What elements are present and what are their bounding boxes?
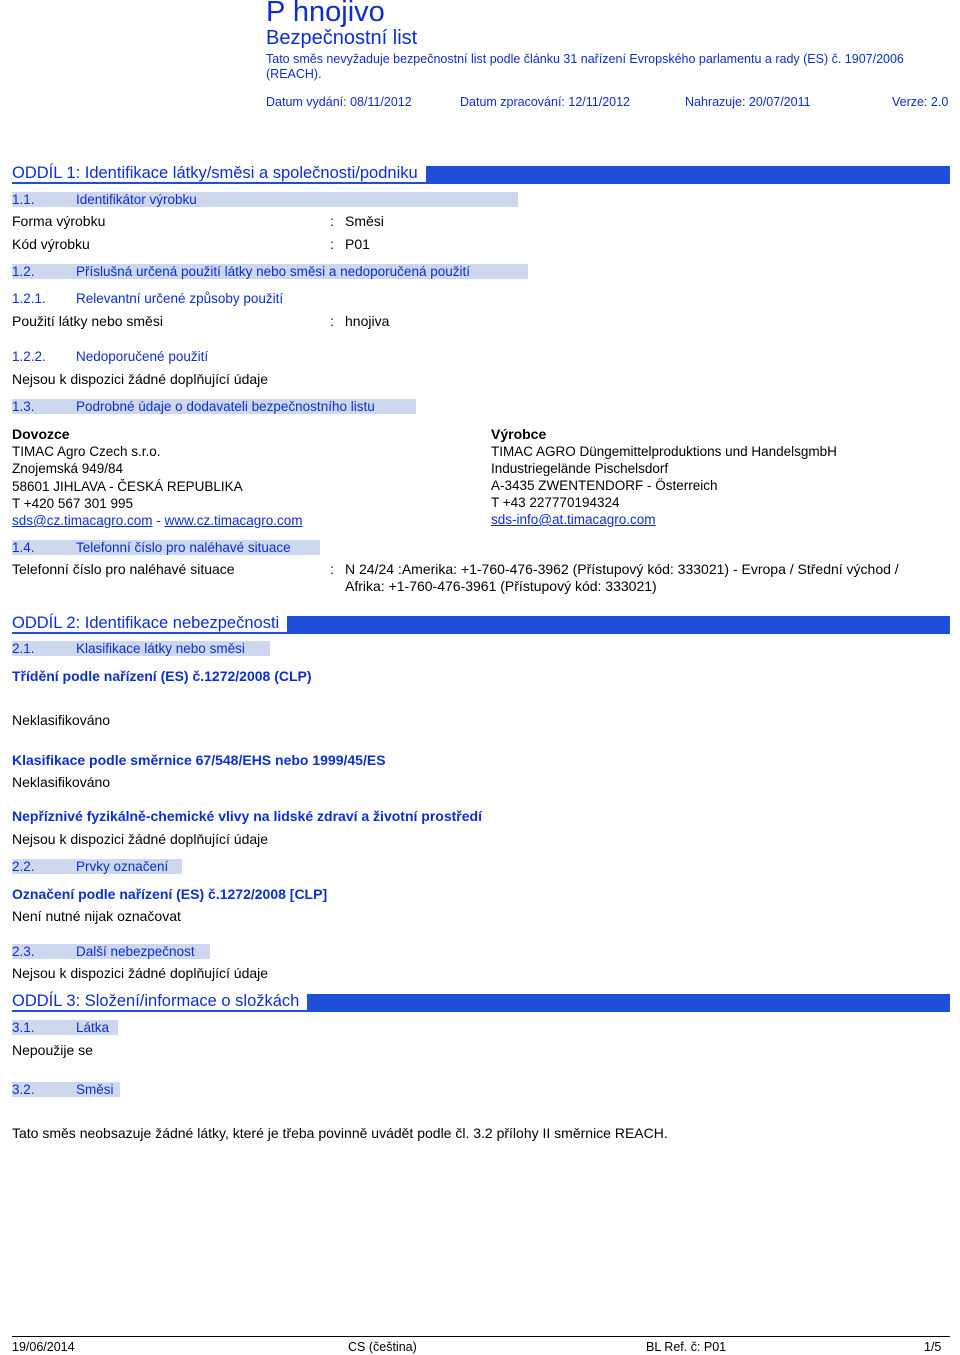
emergency-line-2: Afrika: +1-760-476-3961 (Přístupový kód: 333021) xyxy=(345,578,657,594)
importer-phone: T +420 567 301 995 xyxy=(12,496,133,511)
subsection-label: Směsi xyxy=(76,1082,114,1097)
subsection-number: 1.1. xyxy=(12,192,35,207)
subsection-1-1 xyxy=(12,192,518,207)
supersedes: Nahrazuje: 20/07/2011 xyxy=(685,95,811,109)
dsd-value: Neklasifikováno xyxy=(12,774,111,790)
clp-value: Neklasifikováno xyxy=(12,712,111,728)
clp-heading: Třídění podle nařízení (ES) č.1272/2008 (CLP) xyxy=(12,668,312,684)
footer-date: 19/06/2014 xyxy=(12,1340,75,1354)
link-separator: - xyxy=(152,513,165,528)
dsd-heading: Klasifikace podle směrnice 67/548/EHS nebo 1999/45/ES xyxy=(12,752,386,768)
subsection-label: Příslušná určená použití látky nebo směsi a nedoporučená použití xyxy=(76,264,470,279)
document-title: P hnojivo xyxy=(266,0,385,28)
importer-web-link[interactable]: www.cz.timacagro.com xyxy=(164,513,303,528)
revision-date: Datum zpracování: 12/11/2012 xyxy=(460,95,631,109)
subsection-label: Telefonní číslo pro naléhavé situace xyxy=(76,540,291,555)
emergency-label: Telefonní číslo pro naléhavé situace xyxy=(12,561,235,577)
form-value: Směsi xyxy=(345,213,384,229)
section-3-title: ODDÍL 3: Složení/informace o složkách xyxy=(12,992,307,1010)
no-info-text: Nejsou k dispozici žádné doplňující údaje xyxy=(12,371,269,387)
subsection-number: 1.2. xyxy=(12,264,35,279)
manufacturer-city: A-3435 ZWENTENDORF - Österreich xyxy=(491,478,718,493)
subsection-label: Prvky označení xyxy=(76,859,169,874)
subsection-3-2 xyxy=(12,1082,120,1097)
substance-value: Nepoužije se xyxy=(12,1042,93,1058)
colon: : xyxy=(330,561,334,577)
footer-language: CS (čeština) xyxy=(348,1340,417,1354)
subsection-1-2-1 xyxy=(12,291,284,306)
subsection-label: Identifikátor výrobku xyxy=(76,192,197,207)
subsection-1-2 xyxy=(12,264,528,279)
subsection-label: Nedoporučené použití xyxy=(76,349,209,364)
subsection-label: Další nebezpečnost xyxy=(76,944,195,959)
manufacturer-contacts xyxy=(491,511,837,528)
footer-page: 1/5 xyxy=(924,1340,942,1354)
subsection-1-3 xyxy=(12,399,416,414)
use-value: hnojiva xyxy=(345,313,390,329)
footer-ref: BL Ref. č: P01 xyxy=(646,1340,727,1354)
version: Verze: 2.0 xyxy=(892,95,949,109)
mixture-value: Tato směs neobsazuje žádné látky, které je třeba povinně uvádět podle čl. 3.2 přílohy II směrnice REACH. xyxy=(12,1125,668,1141)
subsection-number: 2.1. xyxy=(12,641,35,656)
subsection-2-2 xyxy=(12,859,182,874)
code-value: P01 xyxy=(345,236,370,252)
importer-heading: Dovozce xyxy=(12,426,70,442)
subsection-3-1 xyxy=(12,1020,118,1035)
section-1-title: ODDÍL 1: Identifikace látky/směsi a společnosti/podniku xyxy=(12,164,426,182)
subsection-number: 1.2.2. xyxy=(12,349,46,364)
importer-city: 58601 JIHLAVA - ČESKÁ REPUBLIKA xyxy=(12,479,243,494)
use-label: Použití látky nebo směsi xyxy=(12,313,163,329)
manufacturer-name: TIMAC AGRO Düngemittelproduktions und HandelsgmbH xyxy=(491,444,837,459)
subsection-2-1 xyxy=(12,641,270,656)
subsection-number: 2.3. xyxy=(12,944,35,959)
manufacturer-street: Industriegelände Pischelsdorf xyxy=(491,461,669,476)
labelling-value: Není nutné nijak označovat xyxy=(12,908,181,924)
form-label: Forma výrobku xyxy=(12,213,106,229)
subsection-2-3 xyxy=(12,944,210,959)
importer-name: TIMAC Agro Czech s.r.o. xyxy=(12,444,161,459)
code-label: Kód výrobku xyxy=(12,236,90,252)
emergency-line-1: N 24/24 :Amerika: +1-760-476-3962 (Přístupový kód: 333021) - Evropa / Střední východ / xyxy=(345,561,899,577)
subsection-number: 1.4. xyxy=(12,540,35,555)
reach-note: Tato směs nevyžaduje bezpečnostní list podle článku 31 nařízení Evropského parlamentu a rady (ES) č. 1907/2006 (REACH). xyxy=(266,52,904,81)
subsection-number: 3.2. xyxy=(12,1082,35,1097)
effects-heading: Nepříznivé fyzikálně-chemické vlivy na lidské zdraví a životní prostředí xyxy=(12,808,482,824)
colon: : xyxy=(330,213,334,229)
other-hazards-value: Nejsou k dispozici žádné doplňující údaje xyxy=(12,965,269,981)
labelling-heading: Označení podle nařízení (ES) č.1272/2008 [CLP] xyxy=(12,886,328,902)
subsection-1-4 xyxy=(12,540,320,555)
colon: : xyxy=(330,313,334,329)
importer-email-link[interactable]: sds@cz.timacagro.com xyxy=(12,513,153,528)
subsection-number: 3.1. xyxy=(12,1020,35,1035)
manufacturer-email-link[interactable]: sds-info@at.timacagro.com xyxy=(491,512,656,527)
manufacturer-heading: Výrobce xyxy=(491,426,547,442)
subsection-label: Látka xyxy=(76,1020,110,1035)
document-subtitle: Bezpečnostní list xyxy=(266,27,418,49)
subsection-number: 1.2.1. xyxy=(12,291,46,306)
manufacturer-phone: T +43 227770194324 xyxy=(491,495,620,510)
issue-date: Datum vydání: 08/11/2012 xyxy=(266,95,412,109)
footer-divider xyxy=(12,1336,950,1337)
colon: : xyxy=(330,236,334,252)
importer-contacts xyxy=(12,512,303,529)
manufacturer-block xyxy=(491,426,837,528)
importer-block xyxy=(12,426,303,529)
subsection-label: Klasifikace látky nebo směsi xyxy=(76,641,245,656)
subsection-number: 2.2. xyxy=(12,859,35,874)
subsection-1-2-2 xyxy=(12,349,209,364)
subsection-label: Podrobné údaje o dodavateli bezpečnostního listu xyxy=(76,399,375,414)
subsection-label: Relevantní určené způsoby použití xyxy=(76,291,284,306)
effects-value: Nejsou k dispozici žádné doplňující údaje xyxy=(12,831,269,847)
importer-street: Znojemská 949/84 xyxy=(12,461,124,476)
section-2-title: ODDÍL 2: Identifikace nebezpečnosti xyxy=(12,614,287,632)
subsection-number: 1.3. xyxy=(12,399,35,414)
